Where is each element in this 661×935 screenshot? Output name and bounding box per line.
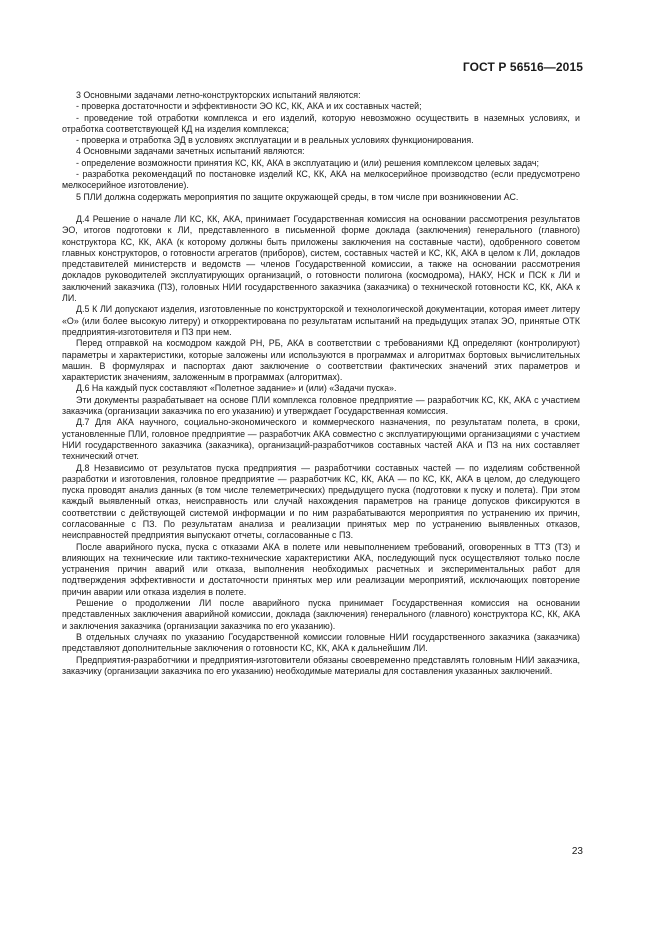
standard-code-header: ГОСТ Р 56516—2015 xyxy=(462,60,583,74)
paragraph: - проведение той отработки комплекса и его изделий, которую невозможно осуществить в наземных условиях, и отработка соответствующей КД на изделия комплекса; xyxy=(62,112,580,134)
paragraph: Перед отправкой на космодром каждой РН, РБ, АКА в соответствии с требованиями КД определяют (контролируют) параметры и характеристики, которые заложены или используются в программах и алгоритмах бортовых вычислительных машин. В формулярах и паспортах дают заключение о соответствии фактических значений этих параметров и характеристик значениям, заложенным в программах (алгоритмах). xyxy=(62,338,580,383)
paragraph: Д.6 На каждый пуск составляют «Полетное задание» и (или) «Задачи пуска». xyxy=(76,383,397,394)
paragraph: 3 Основными задачами летно-конструкторских испытаний являются: xyxy=(76,90,361,100)
paragraph: 5 ПЛИ должна содержать мероприятия по защите окружающей среды, в том числе при возникновении АС. xyxy=(76,191,519,202)
paragraph: - разработка рекомендаций по постановке изделий КС, КК, АКА на мелкосерийное производство (если предусмотрено мелкосерийное изготовление). xyxy=(62,169,580,191)
paragraph: После аварийного пуска, пуска с отказами АКА в полете или невыполнением требований, оговоренных в ТТЗ (ТЗ) и влияющих на технические или тактико-технические характеристики АКА, последующий пуск осуществляют только после устранения причин аварий или отказа, выполнения необходимых расчетных и экспериментальных работ для подтверждения эффективности и достаточности принятых мер или реализации мероприятий, исключающих повторение причин аварии или отказа изделия в полете. xyxy=(62,541,580,597)
document-body xyxy=(62,90,580,677)
paragraph: Д.7 Для АКА научного, социально-экономического и коммерческого назначения, по результатам полета, в сроки, установленные ПЛИ, головное предприятие — разработчик АКА совместно с эксплуатирующими организациями с участием НИИ государственного заказчика (заказчика), организаций-разработчиков составных частей АКА и ПЗ на них составляет технический отчет. xyxy=(62,417,580,462)
paragraph: 4 Основными задачами зачетных испытаний являются: xyxy=(76,146,305,157)
paragraph: Д.4 Решение о начале ЛИ КС, КК, АКА, принимает Государственная комиссия на основании рассмотрения результатов ЭО, итогов подготовки к ЛИ, представленного в письменной форме доклада (заключения) генерального (главного) конструктора КС, КК, АКА (к которому должны быть приложены заключения на составные части), одобренного советом главных конструкторов, о готовности агрегатов (приборов), систем, составных частей и КС, КК, АКА в целом к ЛИ, докладов представителей министерств и ведомств — членов Государственной комиссии, а также на основании рассмотрения докладов руководителей эксплуатирующих организаций, о готовности полигона (космодрома), НАКУ, НСК и ПСК к ЛИ и заключений заказчика (ПЗ), головных НИИ государственного заказчика (заказчика) о технической готовности КС, КК, АКА к ЛИ. xyxy=(62,213,580,304)
paragraph: - проверка достаточности и эффективности ЭО КС, КК, АКА и их составных частей; xyxy=(76,101,422,112)
paragraph: - определение возможности принятия КС, КК, АКА в эксплуатацию и (или) решения комплексом целевых задач; xyxy=(76,157,539,168)
page-number: 23 xyxy=(571,846,583,857)
paragraph: Д.8 Независимо от результатов пуска предприятия — разработчики составных частей — по изделиям собственной разработки и изготовления, головное предприятие — разработчик КС, КК, АКА — по КС, КК, АКА в целом, до следующего пуска проводят анализ данных (в том числе телеметрических) предыдущего пуска (подготовки к пуску и полета). При этом каждый выявленный отказ, неисправность или случай нахождения параметров на границе допусков фиксируются в соответствии с действующей системой информации и по ним разрабатываются мероприятия по устранению их причин, согласованные с ПЗ. По результатам анализа и реализации принятых мер по устранению выявленных отказов, неисправностей предприятия выпускают отчеты, согласованные с ПЗ. xyxy=(62,462,580,541)
paragraph: Д.5 К ЛИ допускают изделия, изготовленные по конструкторской и технологической документации, которая имеет литеру «О» (или более высокую литеру) и откорректирована по результатам испытаний на предыдущих этапах ЭО, принятые ОТК предприятия-изготовителя и ПЗ при нем. xyxy=(62,304,580,337)
paragraph: Эти документы разрабатывает на основе ПЛИ комплекса головное предприятие — разработчик КС, КК, АКА с участием заказчика (организации заказчика по его указанию) и утверждает Государственная комиссия. xyxy=(62,394,580,417)
paragraph: В отдельных случаях по указанию Государственной комиссии головные НИИ государственного заказчика (заказчика) представляют дополнительные заключения о готовности КС, КК, АКА к дальнейшим ЛИ. xyxy=(62,631,580,654)
paragraph: Предприятия-разработчики и предприятия-изготовители обязаны своевременно представлять головным НИИ заказчика, заказчику (организации заказчика по его указанию) необходимые материалы для составления указанных заключений. xyxy=(62,654,580,676)
paragraph: - проверка и отработка ЭД в условиях эксплуатации и в реальных условиях функционирования. xyxy=(76,135,474,146)
paragraph: Решение о продолжении ЛИ после аварийного пуска принимает Государственная комиссия на основании представленных заключения аварийной комиссии, доклада (заключения) генерального (главного) конструктора КС, КК, АКА и заключения заказчика (организации заказчика по его указанию). xyxy=(62,598,580,631)
